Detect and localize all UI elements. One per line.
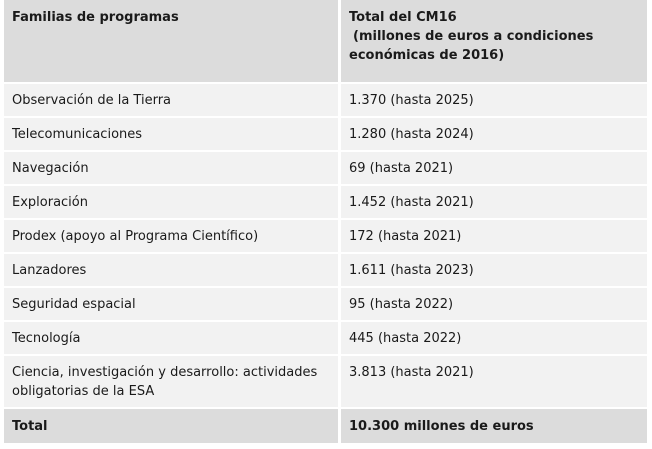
table-row xyxy=(4,288,647,320)
total-cell: 172 (hasta 2021) xyxy=(341,220,647,252)
family-cell: Seguridad espacial xyxy=(4,288,341,320)
family-cell: Tecnología xyxy=(4,322,341,354)
total-value: 10.300 millones de euros xyxy=(341,409,647,443)
header-total-line2: (millones de euros a condiciones xyxy=(353,29,594,44)
table-row xyxy=(4,356,647,407)
table-row xyxy=(4,118,647,150)
total-cell: 445 (hasta 2022) xyxy=(341,322,647,354)
family-cell: Observación de la Tierra xyxy=(4,84,341,116)
family-cell: Prodex (apoyo al Programa Científico) xyxy=(4,220,341,252)
family-cell: Lanzadores xyxy=(4,254,341,286)
table-row xyxy=(4,186,647,218)
total-cell: 1.370 (hasta 2025) xyxy=(341,84,647,116)
table-row xyxy=(4,84,647,116)
table-row xyxy=(4,254,647,286)
programs-table xyxy=(4,0,647,445)
total-cell: 69 (hasta 2021) xyxy=(341,152,647,184)
table-row xyxy=(4,220,647,252)
family-cell: Exploración xyxy=(4,186,341,218)
family-cell: Ciencia, investigación y desarrollo: actividades obligatorias de la ESA xyxy=(4,356,341,407)
total-cell: 1.452 (hasta 2021) xyxy=(341,186,647,218)
table-row xyxy=(4,322,647,354)
header-total-line3: económicas de 2016) xyxy=(349,48,505,63)
family-cell: Telecomunicaciones xyxy=(4,118,341,150)
table-row xyxy=(4,152,647,184)
header-total xyxy=(341,0,647,82)
total-cell: 1.611 (hasta 2023) xyxy=(341,254,647,286)
total-cell: 95 (hasta 2022) xyxy=(341,288,647,320)
total-cell: 1.280 (hasta 2024) xyxy=(341,118,647,150)
total-label: Total xyxy=(4,409,341,443)
table-header-row xyxy=(4,0,647,82)
header-total-line1: Total del CM16 xyxy=(349,10,457,25)
total-cell: 3.813 (hasta 2021) xyxy=(341,356,647,407)
header-familias: Familias de programas xyxy=(4,0,341,82)
table-total-row xyxy=(4,409,647,443)
family-cell: Navegación xyxy=(4,152,341,184)
